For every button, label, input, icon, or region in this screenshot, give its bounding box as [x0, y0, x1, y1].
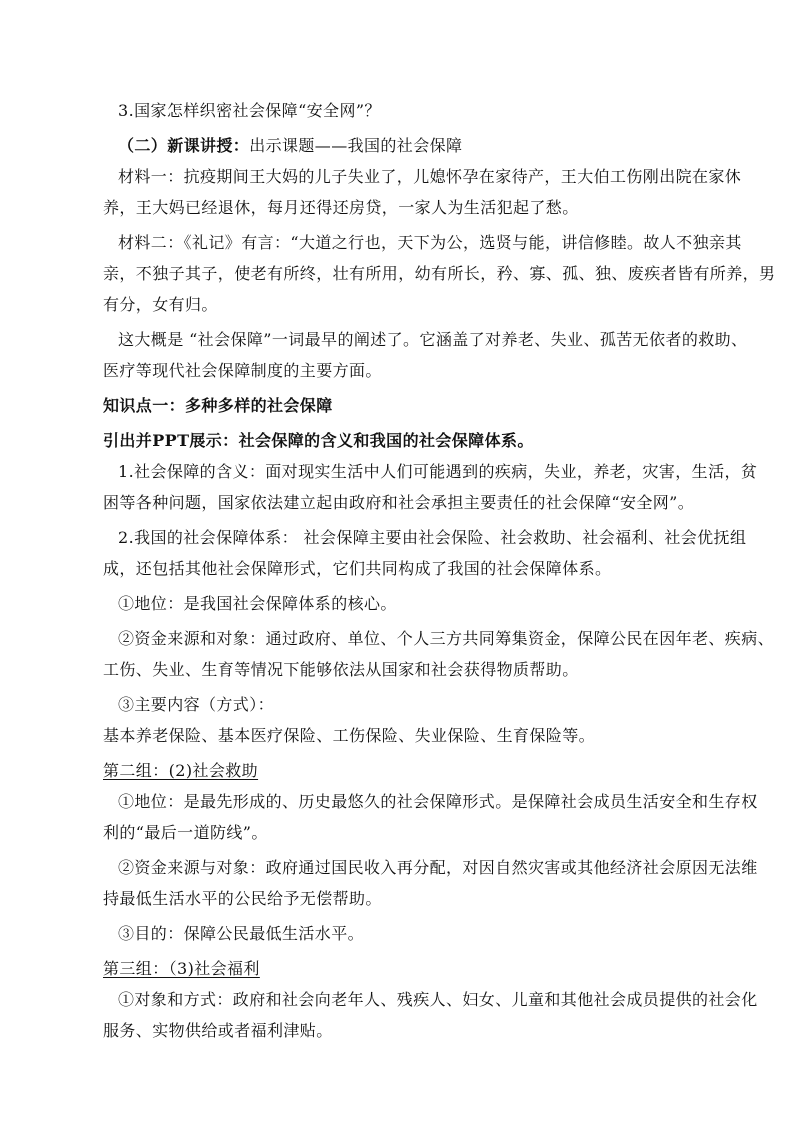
material-1-line-2: 养，王大妈已经退休，每月还得还房贷，一家人为生活犯起了愁。: [103, 198, 579, 217]
ppt-intro: 引出并PPT展示：社会保障的含义和我国的社会保障体系。: [103, 431, 534, 450]
insurance-funding-line-2: 工伤、失业、生育等情况下能够依法从国家和社会获得物质帮助。: [103, 660, 579, 679]
insurance-funding-line-1: ②资金来源和对象：通过政府、单位、个人三方共同筹集资金，保障公民在因年老、疾病、: [118, 629, 775, 648]
question-3: 3.国家怎样织密社会保障“安全网”？: [118, 101, 381, 120]
assistance-funding-line-2: 持最低生活水平的公民给予无偿帮助。: [103, 889, 382, 908]
assistance-status-line-2: 利的“最后一道防线”。: [103, 823, 268, 842]
welfare-line-2: 服务、实物供给或者福利津贴。: [103, 1021, 333, 1040]
commentary-line-2: 医疗等现代社会保障制度的主要方面。: [103, 361, 382, 380]
material-2-line-2: 亲，不独子其子，使老有所终，壮有所用，幼有所长，矜、寡、孤、独、废疾者皆有所养，男: [103, 264, 776, 283]
material-1-line-1: 材料一：抗疫期间王大妈的儿子失业了，儿媳怀孕在家待产，王大伯工伤刚出院在家休: [118, 167, 742, 186]
knowledge-point-1: 知识点一：多种多样的社会保障: [103, 396, 333, 415]
definition-line-2: 困等各种问题，国家依法建立起由政府和社会承担主要责任的社会保障“安全网”。: [103, 493, 695, 512]
insurance-status: ①地位：是我国社会保障体系的核心。: [118, 594, 397, 613]
welfare-line-1: ①对象和方式：政府和社会向老年人、残疾人、妇女、儿童和其他社会成员提供的社会化: [118, 990, 758, 1009]
material-2-line-1: 材料二：《礼记》有言：“大道之行也，天下为公，选贤与能，讲信修睦。故人不独亲其: [118, 233, 742, 252]
document-body: [103, 95, 776, 1046]
system-line-1: 2.我国的社会保障体系： 社会保障主要由社会保险、社会救助、社会福利、社会优抚组: [118, 528, 747, 547]
section-new-lesson: [103, 130, 743, 161]
section-topic: 出示课题——我国的社会保障: [249, 136, 463, 155]
assistance-status-line-1: ①地位：是最先形成的、历史最悠久的社会保障形式。是保障社会成员生活安全和生存权: [118, 792, 758, 811]
insurance-content-heading: ③主要内容（方式）：: [118, 695, 275, 714]
assistance-purpose: ③目的：保障公民最低生活水平。: [118, 924, 365, 943]
assistance-funding-line-1: ②资金来源与对象：政府通过国民收入再分配，对因自然灾害或其他经济社会原因无法维: [118, 858, 758, 877]
definition-line-1: 1.社会保障的含义：面对现实生活中人们可能遇到的疾病，失业，养老，灾害，生活，贫: [118, 462, 758, 481]
section-heading: （二）新课讲授：: [118, 136, 250, 155]
group-2-heading: 第二组：(2)社会救助: [103, 761, 259, 780]
group-3-heading: 第三组：（3)社会福利: [103, 959, 260, 978]
commentary-line-1: 这大概是 “社会保障”一词最早的阐述了。它涵盖了对养老、失业、孤苦无依者的救助、: [118, 330, 748, 349]
insurance-content-list: 基本养老保险、基本医疗保险、工伤保险、失业保险、生育保险等。: [103, 726, 596, 745]
material-2-line-3: 有分，女有归。: [103, 295, 218, 314]
system-line-2: 成，还包括其他社会保障形式，它们共同构成了我国的社会保障体系。: [103, 559, 612, 578]
